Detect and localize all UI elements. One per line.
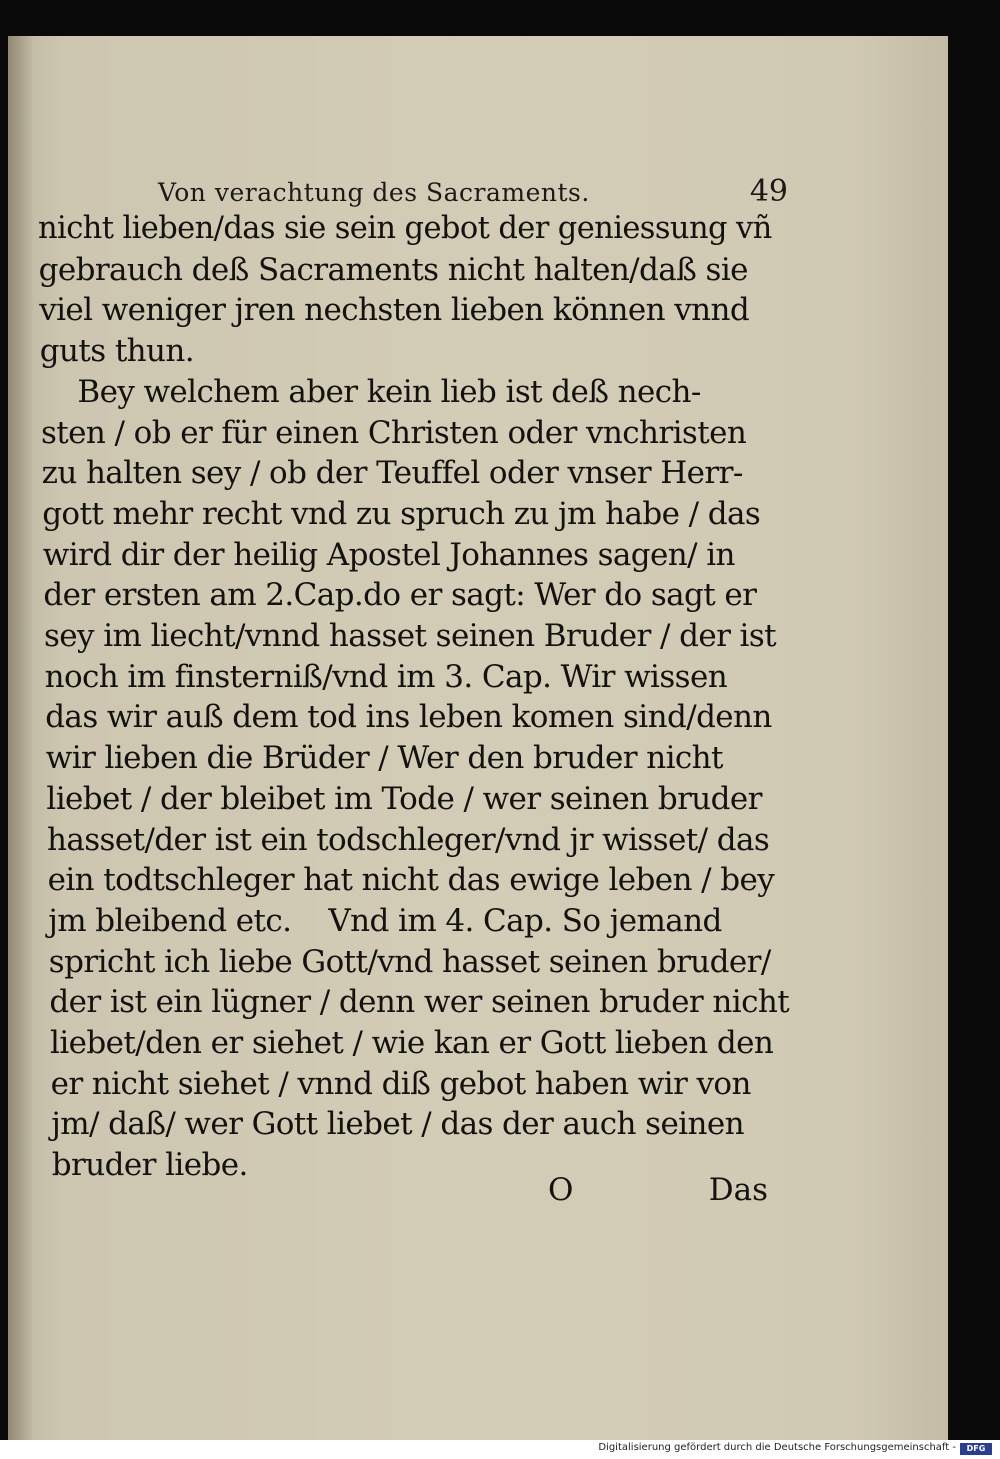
- running-title: Von verachtung des Sacraments.: [158, 178, 590, 207]
- catchword-line: [548, 1172, 768, 1222]
- text-line: liebet / der bleibet im Tode / wer seinen bruder: [46, 780, 762, 817]
- text-line: hasset/der ist ein todschleger/vnd jr wisset/ das: [47, 821, 770, 858]
- signature-mark: O: [548, 1172, 574, 1208]
- text-line: wir lieben die Brüder / Wer den bruder nicht: [45, 740, 723, 777]
- text-block: [30, 208, 790, 1208]
- text-line: sey im liecht/vnnd hasset seinen Bruder / der ist: [44, 618, 777, 654]
- text-line: noch im finsterniß/vnd im 3. Cap. Wir wissen: [44, 658, 728, 695]
- text-line: bruder liebe.: [51, 1147, 248, 1184]
- text-line: ein todtschleger hat nicht das ewige leben / bey: [47, 862, 775, 899]
- text-line: gebrauch deß Sacraments nicht halten/daß sie: [38, 251, 748, 288]
- text-line: jm bleibend etc. Vnd im 4. Cap. So jemand: [48, 902, 722, 939]
- text-line: sten / ob er für einen Christen oder vnchristen: [41, 414, 747, 451]
- footer-bar: [0, 1440, 1000, 1459]
- page-number: 49: [749, 174, 788, 209]
- text-line: nicht lieben/das sie sein gebot der geniessung vñ: [38, 211, 772, 246]
- text-line: wird dir der heilig Apostel Johannes sagen/ in: [42, 536, 735, 573]
- text-line: liebet/den er siehet / wie kan er Gott lieben den: [50, 1025, 774, 1061]
- book-page: [8, 36, 948, 1440]
- text-line: zu halten sey / ob der Teuffel oder vnser Herr-: [41, 455, 743, 492]
- text-line: Bey welchem aber kein lieb ist deß nech-: [40, 373, 701, 410]
- text-line: jm/ daß/ wer Gott liebet / das der auch seinen: [51, 1106, 744, 1143]
- text-line: der ersten am 2.Cap.do er sagt: Wer do sagt er: [43, 577, 757, 614]
- text-line: gott mehr recht vnd zu spruch zu jm habe / das: [42, 495, 761, 532]
- catchword: Das: [708, 1172, 768, 1208]
- dfg-logo-icon: DFG: [960, 1443, 992, 1455]
- text-line: viel weniger jren nechsten lieben können vnnd: [39, 292, 750, 329]
- text-line: spricht ich liebe Gott/vnd hasset seinen bruder/: [48, 943, 771, 980]
- text-line: guts thun.: [39, 333, 195, 370]
- text-line: der ist ein lügner / denn wer seinen bruder nicht: [49, 984, 790, 1021]
- text-line: das wir auß dem tod ins leben komen sind/denn: [45, 699, 772, 736]
- text-line: er nicht siehet / vnnd diß gebot haben wir von: [50, 1065, 751, 1102]
- funding-credit: Digitalisierung gefördert durch die Deutsche Forschungsgemeinschaft -: [598, 1442, 956, 1453]
